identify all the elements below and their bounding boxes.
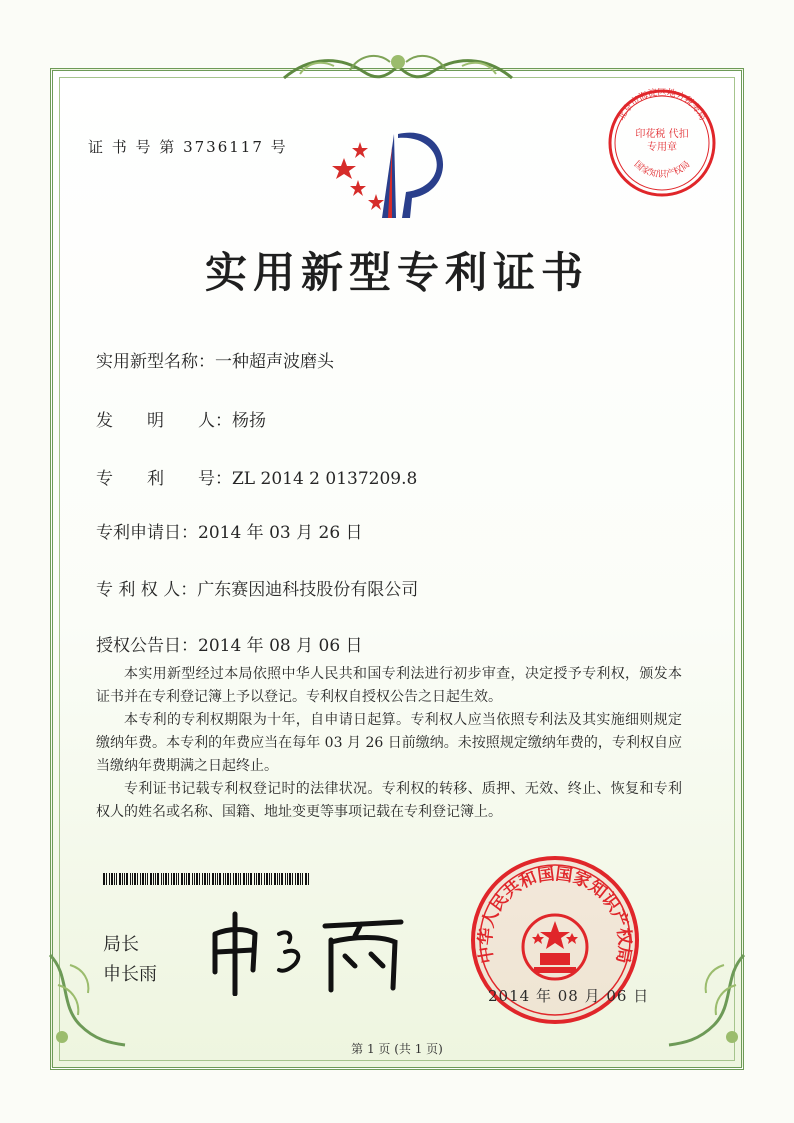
field-value: 广东赛因迪科技股份有限公司 [197,580,419,600]
top-ornament-icon [280,48,516,88]
field-patent-number [96,464,417,489]
patent-office-logo-icon [332,128,456,224]
seal-bottom-text: 国家知识产权局 [631,159,693,181]
field-label: 授权公告日： [96,636,198,656]
certificate-title: 实用新型专利证书 [204,248,589,297]
barcode-icon [103,873,311,885]
field-value: 2014 年 03 月 26 日 [198,523,363,543]
field-value: 2014 年 08 月 06 日 [198,636,363,656]
signature-image [205,900,405,996]
seal-date: 2014 年 08 月 06 日 [488,987,650,1005]
body-paragraph: 本实用新型经过本局依照中华人民共和国专利法进行初步审查，决定授予专利权，颁发本证书并在专利登记簿上予以登记。专利权自授权公告之日起生效。 [96,666,682,705]
field-label: 发 明 人： [96,411,232,431]
svg-text:北京市海淀区地方税务局 [615,88,708,122]
seal-center-text: 印花税 代扣专用章 [635,129,689,153]
certificate-body [96,663,682,824]
body-paragraph: 专利证书记载专利权登记时的法律状况。专利权的转移、质押、无效、终止、恢复和专利权人的姓名或名称、国籍、地址变更等事项记载在专利登记簿上。 [96,781,682,820]
field-utility-model-name [96,347,334,372]
body-paragraph: 本专利的专利权期限为十年，自申请日起算。专利权人应当依照专利法及其实施细则规定缴纳年费。本专利的年费应当在每年 03 月 26 日前缴纳。未按照规定缴纳年费的，专利权自应当缴纳年费期满之日起终止。 [96,712,682,774]
field-value: 一种超声波磨头 [215,352,334,372]
official-title: 局长 [103,934,139,955]
field-grant-date [96,631,363,656]
certificate-number: 证 书 号 第 3736117 号 [88,138,288,156]
field-inventor [96,406,266,431]
field-value: 杨扬 [232,411,266,431]
bottom-right-ornament-icon [664,945,754,1055]
field-label: 专利申请日： [96,523,198,543]
field-filing-date [96,518,363,543]
tax-stamp-seal [607,88,717,198]
field-value: ZL 2014 2 0137209.8 [232,469,418,489]
official-name: 申长雨 [103,964,157,985]
page-number: 第 1 页 (共 1 页) [351,1042,443,1056]
field-label: 实用新型名称： [96,352,215,372]
svg-text:国家知识产权局 [632,159,693,180]
field-patentee [96,575,418,600]
field-label: 专 利 号： [96,469,232,489]
seal-ring-text: 中华人民共和国国家知识产权局 [475,864,635,965]
field-label: 专 利 权 人： [96,580,198,600]
seal-ring-text: 北京市海淀区地方税务局 [616,88,708,123]
